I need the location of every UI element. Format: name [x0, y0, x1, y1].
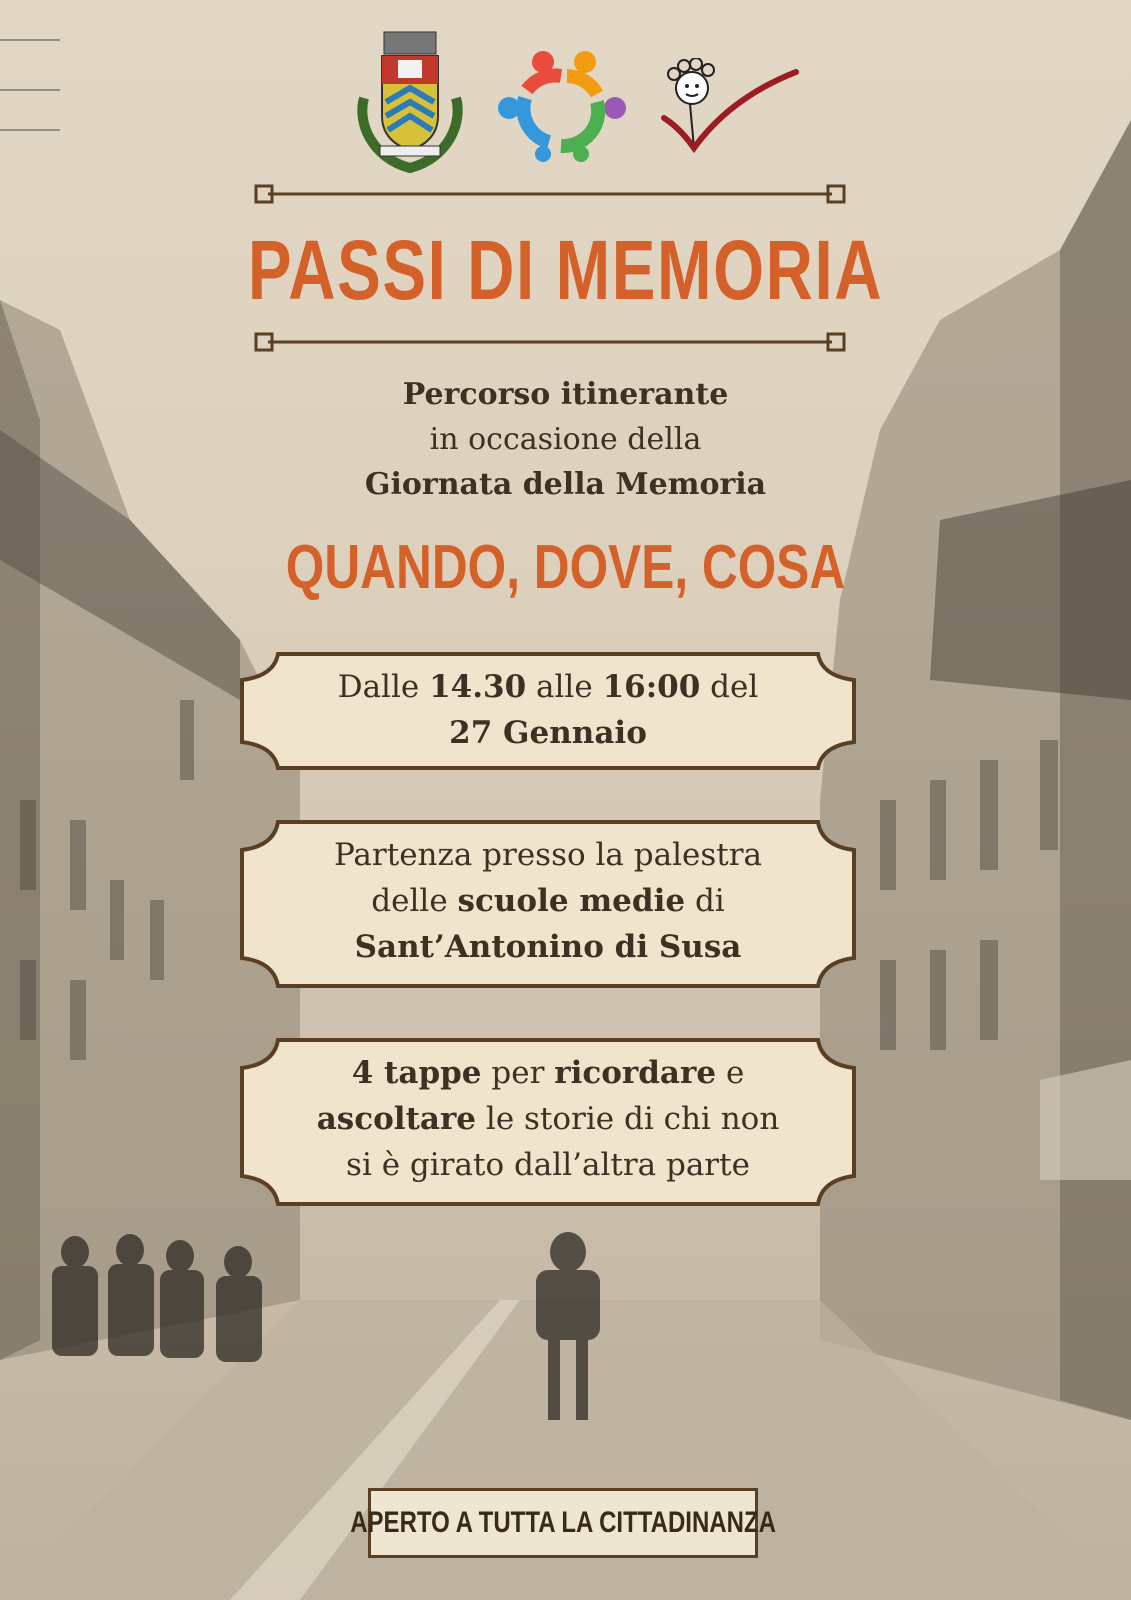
card-when — [238, 650, 858, 772]
card-when-text — [238, 664, 858, 756]
people-circle-icon — [497, 50, 627, 162]
card-where — [238, 818, 858, 990]
what-listen: ascoltare — [316, 1101, 477, 1137]
title-ornament-top — [252, 184, 848, 204]
crest-icon — [352, 28, 468, 178]
footer-badge — [350, 1488, 776, 1558]
start-time: 14.30 — [429, 669, 527, 705]
what-t1: per — [491, 1055, 545, 1091]
logo-strip — [0, 28, 1131, 178]
what-stops: 4 tappe — [351, 1055, 482, 1091]
intro-line-2: in occasione della — [429, 422, 702, 457]
card-what — [238, 1036, 858, 1208]
when-line-1 — [238, 664, 858, 710]
card-where-text — [238, 832, 858, 970]
event-date: 27 Gennaio — [449, 715, 647, 751]
card-what-text — [238, 1050, 858, 1188]
when-mid: alle — [536, 669, 593, 705]
footer-text: APERTO A TUTTA LA CITTADINANZA — [350, 1506, 776, 1539]
flower-check-icon — [660, 58, 800, 158]
intro-text — [0, 372, 1131, 507]
what-remember: ricordare — [554, 1055, 717, 1091]
title-ornament-bottom — [252, 332, 848, 352]
where-line-1: Partenza presso la palestra — [333, 837, 763, 873]
page-title: PASSI DI MEMORIA — [247, 223, 884, 317]
where-school: scuole medie — [457, 883, 686, 919]
where-line-2 — [238, 878, 858, 924]
when-suffix: del — [710, 669, 759, 705]
what-t2: e — [725, 1055, 745, 1091]
where-pre: delle — [371, 883, 448, 919]
where-post: di — [694, 883, 725, 919]
intro-line-3: Giornata della Memoria — [364, 467, 767, 502]
what-line-2 — [238, 1096, 858, 1142]
what-line-1 — [238, 1050, 858, 1096]
section-subtitle: QUANDO, DOVE, COSA — [285, 533, 846, 602]
what-t3: le storie di chi non — [485, 1101, 780, 1137]
what-line-3: si è girato dall’altra parte — [346, 1147, 750, 1183]
end-time: 16:00 — [602, 669, 701, 705]
where-place: Sant’Antonino di Susa — [354, 929, 742, 965]
intro-line-1: Percorso itinerante — [402, 377, 729, 412]
when-prefix: Dalle — [337, 669, 420, 705]
